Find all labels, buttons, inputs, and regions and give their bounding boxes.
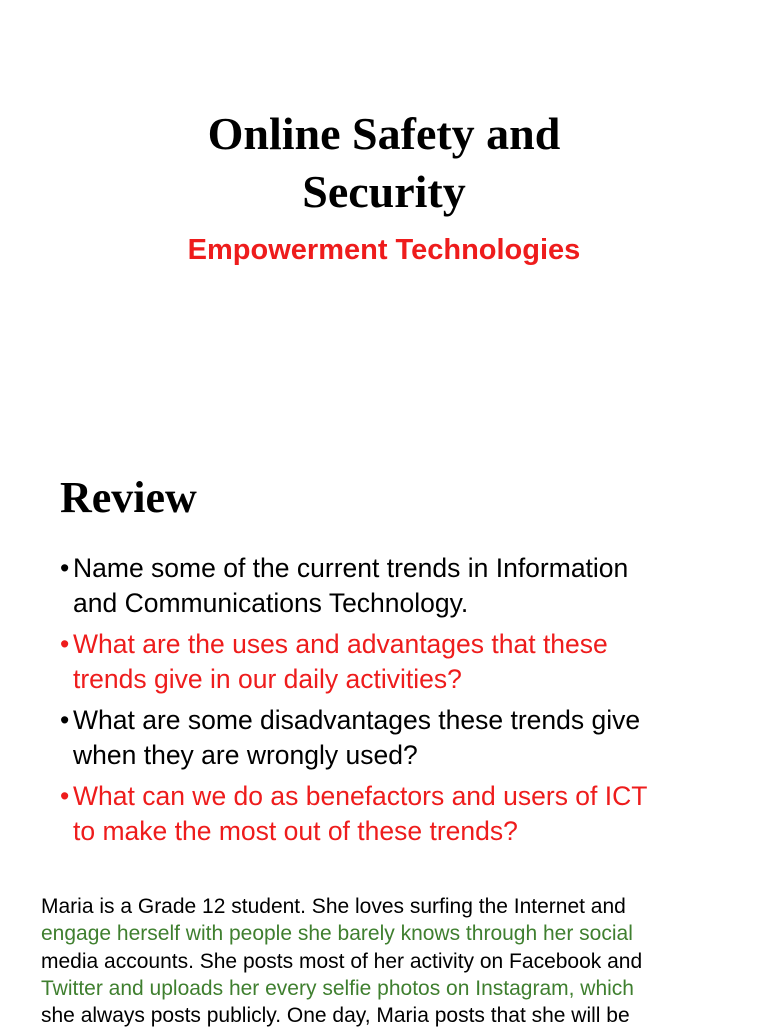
story-line-2: engage herself with people she barely knows through her social [41, 922, 633, 946]
subtitle: Empowerment Technologies [187, 234, 581, 266]
bullet-marker: • [60, 553, 70, 583]
bullet-text-line-2: to make the most out of these trends? [73, 815, 518, 846]
bullet-marker: • [60, 781, 70, 811]
title-slide [0, 0, 768, 420]
review-bullet-1 [60, 551, 750, 620]
story-paragraph [41, 893, 741, 1029]
title-line-1: Online Safety and [207, 108, 561, 159]
story-line-3: media accounts. She posts most of her activity on Facebook and [41, 949, 643, 973]
bullet-text-line-1: What are some disadvantages these trends give [73, 705, 641, 735]
story-line-5: she always posts publicly. One day, Maria posts that she will be [41, 1004, 630, 1028]
story-line-1: Maria is a Grade 12 student. She loves surfing the Internet and [41, 895, 626, 918]
bullet-marker: • [60, 705, 70, 735]
bullet-text-line-2: trends give in our daily activities? [73, 663, 462, 694]
bullet-marker: • [60, 629, 70, 659]
story-line-4: Twitter and uploads her every selfie photos on Instagram, which [41, 976, 634, 1000]
page-title [0, 105, 768, 221]
review-bullet-3 [60, 703, 750, 772]
review-bullet-4 [60, 779, 750, 848]
review-heading: Review [60, 473, 197, 522]
bullet-text-line-1: Name some of the current trends in Information [73, 553, 629, 583]
bullet-text-line-1: What are the uses and advantages that these [73, 629, 608, 659]
review-bullet-list [60, 551, 750, 855]
title-line-2: Security [302, 166, 466, 217]
bullet-text-line-1: What can we do as benefactors and users of ICT [73, 781, 648, 811]
review-bullet-2 [60, 627, 750, 696]
bullet-text-line-2: when they are wrongly used? [73, 739, 418, 770]
bullet-text-line-2: and Communications Technology. [73, 587, 469, 618]
